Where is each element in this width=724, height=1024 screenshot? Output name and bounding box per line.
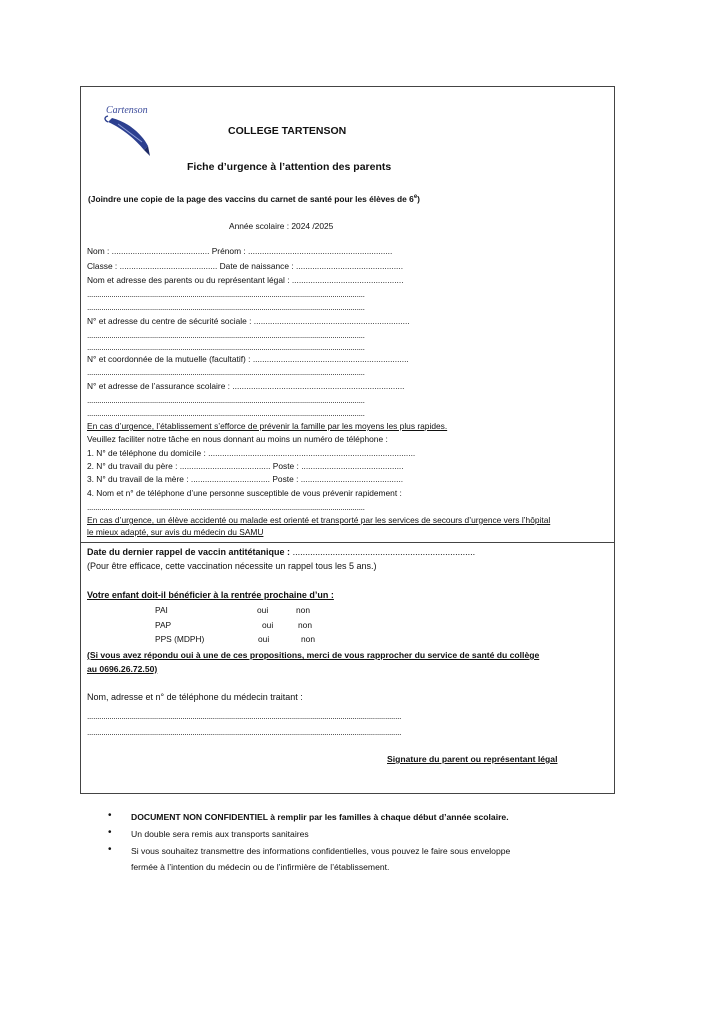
vaccin-line[interactable]: Date du dernier rappel de vaccin antitétanique : ......................................................................... <box>87 547 476 557</box>
fill-line[interactable]: ......................................................................................................................................... <box>87 367 365 377</box>
fill-line[interactable]: ......................................................................................................................................... <box>87 289 365 299</box>
join-note: (Joindre une copie de la page des vaccins du carnet de santé pour les élèves de 6e) <box>88 193 420 204</box>
field-tel-personne[interactable]: 4. Nom et n° de téléphone d’une personne susceptible de vous prévenir rapidement : <box>87 488 402 498</box>
field-securite-sociale[interactable]: N° et adresse du centre de sécurité sociale : ................................................................... <box>87 316 410 326</box>
urgence-ask: Veuillez faciliter notre tâche en nous donnant au moins un numéro de téléphone : <box>87 434 388 444</box>
vaccin-note: (Pour être efficace, cette vaccination nécessite un rappel tous les 5 ans.) <box>87 561 377 571</box>
transport-note-2: le mieux adapté, sur avis du médecin du SAMU <box>87 527 264 537</box>
svg-text:Cartenson: Cartenson <box>106 105 148 116</box>
fill-line[interactable]: ......................................................................................................................................... <box>87 330 365 340</box>
field-parents[interactable]: Nom et adresse des parents ou du représentant légal : ................................................ <box>87 275 404 285</box>
field-classe-naissance[interactable]: Classe : .......................................... Date de naissance : .............................................. <box>87 261 404 271</box>
school-logo <box>98 100 162 162</box>
field-tel-pere[interactable]: 2. N° du travail du père : ....................................... Poste : ............................................ <box>87 461 404 471</box>
medecin-label: Nom, adresse et n° de téléphone du médecin traitant : <box>87 692 303 702</box>
option-oui[interactable]: oui <box>262 620 274 630</box>
fill-line[interactable]: ......................................................................................................................................... <box>87 395 365 405</box>
if-yes-note: (Si vous avez répondu oui à une de ces propositions, merci de vous rapprocher du service de santé du collège <box>87 650 540 660</box>
urgence-intro: En cas d’urgence, l’établissement s’efforce de prévenir la famille par les moyens les plus rapides. <box>87 421 448 431</box>
option-label: PAP <box>155 620 172 630</box>
fill-line[interactable]: ......................................................................................................................................... <box>87 302 365 312</box>
bullet-1: DOCUMENT NON CONFIDENTIEL à remplir par les familles à chaque début d’année scolaire. <box>131 812 509 822</box>
option-oui[interactable]: oui <box>257 605 269 615</box>
field-assurance[interactable]: N° et adresse de l’assurance scolaire : .......................................................................... <box>87 381 405 391</box>
section-divider <box>80 542 615 543</box>
vaccin-label: Date du dernier rappel de vaccin antitétanique : <box>87 547 291 557</box>
bullet-3-cont: fermée à l’intention du médecin ou de l’infirmière de l’établissement. <box>131 862 390 872</box>
bullet-3: Si vous souhaitez transmettre des informations confidentielles, vous pouvez le faire sous enveloppe <box>131 846 511 856</box>
option-label: PAI <box>155 605 168 615</box>
bullet-icon: • <box>108 827 112 838</box>
option-non[interactable]: non <box>298 620 312 630</box>
bullet-2: Un double sera remis aux transports sanitaires <box>131 829 309 839</box>
transport-note: En cas d’urgence, un élève accidenté ou malade est orienté et transporté par les services de secours d’urgence vers l’hôpital <box>87 515 551 525</box>
bullet-icon: • <box>108 844 112 855</box>
field-tel-mere[interactable]: 3. N° du travail de la mère : .................................. Poste : ............................................ <box>87 474 404 484</box>
option-non[interactable]: non <box>296 605 310 615</box>
fill-line[interactable]: ........................................................................................................................................................... <box>87 727 402 737</box>
fill-line[interactable]: ........................................................................................................................................................... <box>87 711 402 721</box>
field-tel-domicile[interactable]: 1. N° de téléphone du domicile : ......................................................................................... <box>87 448 416 458</box>
if-yes-phone: au 0696.26.72.50) <box>87 664 158 674</box>
option-oui[interactable]: oui <box>258 634 270 644</box>
fill-line[interactable]: ......................................................................................................................................... <box>87 342 365 352</box>
option-label: PPS (MDPH) <box>155 634 205 644</box>
signature-label: Signature du parent ou représentant légal <box>387 754 558 764</box>
fill-line[interactable]: ......................................................................................................................................... <box>87 408 365 418</box>
rentree-question: Votre enfant doit-il bénéficier à la rentrée prochaine d’un : <box>87 590 334 600</box>
field-mutuelle[interactable]: N° et coordonnée de la mutuelle (facultatif) : ................................................................... <box>87 354 409 364</box>
bullet-icon: • <box>108 810 112 821</box>
school-name: COLLEGE TARTENSON <box>228 125 347 137</box>
fill-line[interactable]: ......................................................................................................................................... <box>87 502 365 512</box>
option-non[interactable]: non <box>301 634 315 644</box>
form-title: Fiche d’urgence à l’attention des parents <box>187 161 392 173</box>
field-nom-prenom[interactable]: Nom : .......................................... Prénom : .............................................................. <box>87 246 393 256</box>
school-year: Année scolaire : 2024 /2025 <box>229 221 334 231</box>
